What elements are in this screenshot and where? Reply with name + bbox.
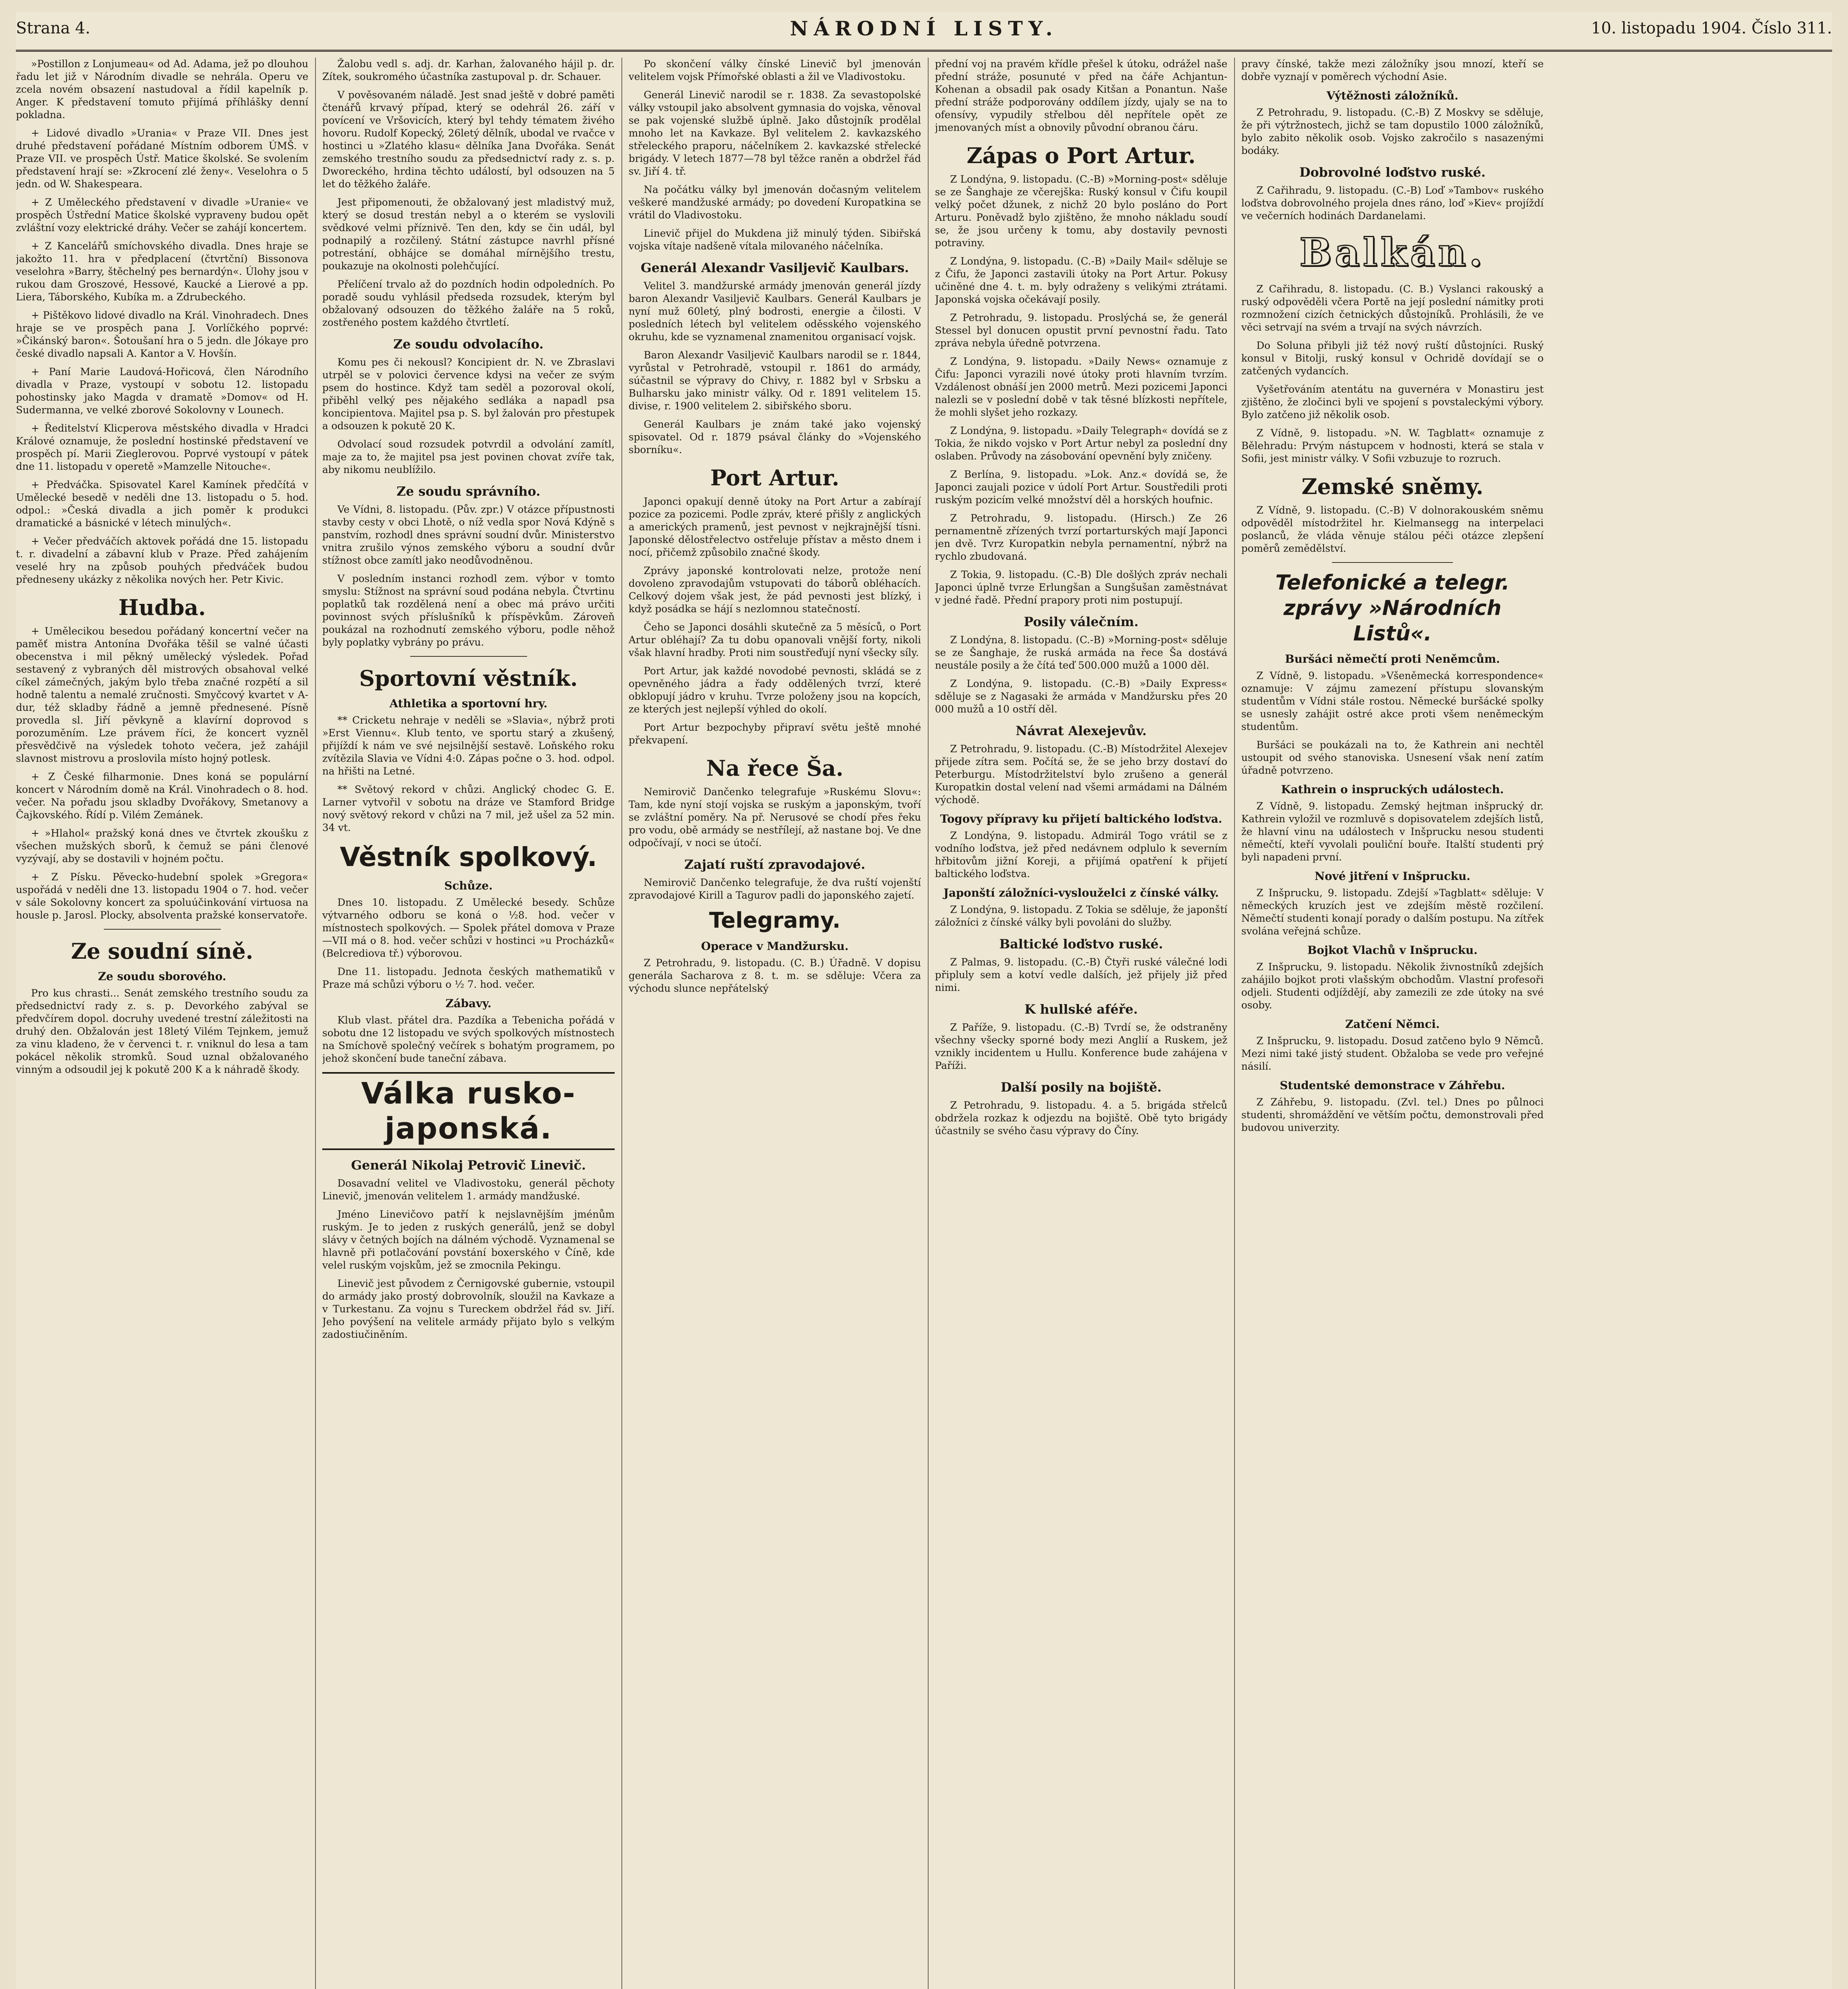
article-heading: Bojkot Vlachů v Inšprucku. — [1307, 944, 1478, 957]
article-heading: Kathrein o inspruckých událostech. — [1281, 783, 1504, 796]
article-text: Z Londýna, 9. listopadu. (C.-B) »Daily Express« sděluje se z Nagasaki že armáda v Mandžursku přes 20 000 mužů a 10 ostří děl. — [935, 678, 1227, 715]
article-text: Nemirovič Dančenko telegrafuje »Ruskému Slovu«: Tam, kde nyní stojí vojska se ruským a japonským, tvoří se zvláštní poměry. Na př. Nerusové se chodí přes řeku pro vodu, obě armády se nestřílejí, až nastane boj. Ve dne odpočívají, v noci se útočí. — [629, 786, 921, 849]
section-heading: Zemské sněmy. — [1301, 474, 1484, 499]
subheading: Athletika a sportovní hry. — [389, 697, 548, 710]
article-heading: Togovy přípravy ku přijetí baltického loďstva. — [940, 812, 1223, 825]
article-text: Do Soluna přibyli již též nový ruští důstojníci. Ruský konsul v Bitolji, ruský konsul v Ochridě dovídají se o zatčených vydancích. — [1241, 340, 1544, 377]
article-heading: Buršáci němečtí proti Neněmcům. — [1285, 652, 1500, 666]
article-text: Klub vlast. přátel dra. Pazdíka a Tebenicha pořádá v sobotu dne 12 listopadu ve svých spolkových místnostech na Smíchově společný večírek s bohatým programem, po jehož skončení bude taneční zábava. — [322, 1014, 615, 1064]
article-text: Z Londýna, 9. listopadu. (C.-B) »Morning-post« sděluje se ze Šanghaje ze včerejška: Ruský konsul v Čifu koupil velký počet džunek, z nichž 20 bylo posláno do Port Arturu. Poněvadž bylo zjištěno, že mnoho nákladu soudí se, že jsou určeny k tomu, aby dostavily pevnosti potraviny. — [935, 173, 1227, 249]
article-text: Po skončení války čínské Linevič byl jmenován velitelem vojsk Přímořské oblasti a žil ve Vladivostoku. — [629, 58, 921, 82]
article-text: Z Londýna, 9. listopadu. »Daily Telegraph« dovídá se z Tokia, že nikdo vojsko v Port Artur nebyl za poslední dny oslaben. Průvody na zásobování opevnění byly zničeny. — [935, 425, 1227, 462]
article-text: + Z Uměleckého představení v divadle »Uranie« ve prospěch Ústřední Matice školské vypraveny budou opět zvláštní vozy elektrické dráhy. Večer se zahájí koncertem. — [16, 197, 308, 234]
article-text: Z Petrohradu, 9. listopadu. Proslýchá se, že generál Stessel byl donucen opustit první pevnostní řadu. Tato zpráva nebyla úředně potvrzena. — [935, 312, 1227, 349]
article-text: Z Vídně, 9. listopadu. (C.-B) V dolnorakouském sněmu odpověděl místodržitel hr. Kielmansegg na interpelaci poslanců, že vláda věnuje stálou péči otázce zlepšení poměrů zemědělství. — [1241, 504, 1544, 554]
article-text: Z Londýna, 9. listopadu. Z Tokia se sděluje, že japonští záložníci z čínské války byli povoláni do služby. — [935, 904, 1227, 928]
article-text: Baron Alexandr Vasiljevič Kaulbars narodil se r. 1844, vyrůstal v Petrohradě, vstoupil r. 1861 do armády, súčastnil se výpravy do Chivy, r. 1882 byl v Srbsku a Bulharsku jako ministr války. Od r. 1891 velitelem 15. divise, r. 1900 velitelem 2. sibiřského sboru. — [629, 349, 921, 412]
article-text: Z Londýna, 8. listopadu. (C.-B) »Morning-post« sděluje se ze Šanghaje, že ruská armáda na řece Ša dostává neustále posily a že čítá teď 500.000 mužů a 1000 děl. — [935, 634, 1227, 671]
article-text: Z Inšprucku, 9. listopadu. Zdejší »Tagblatt« sděluje: V německých kruzích jest ve zdejším městě rozčilení. Němečtí studenti konají porady o dalším postupu. Na zítřek svolána veřejná schůze. — [1241, 887, 1544, 937]
divider — [1332, 562, 1453, 563]
column-4 — [935, 58, 1227, 1989]
article-text: Generál Linevič narodil se r. 1838. Za sevastopolské války vstoupil jako absolvent gymnasia do vojska, věnoval se pak vojenské službě úplně. Jako důstojník prodělal mnoho let na Kavkaze. Byl velitelem 2. kavkazského střeleckého praporu, náčelníkem 2. kavkazské střelecké brigády. V letech 1877—78 byl těžce raněn a obdržel řád sv. Jiří 4. tř. — [629, 89, 921, 177]
article-text: Linevič přijel do Mukdena již minulý týden. Sibiřská vojska vítaje nadšeně vítala milovaného náčelníka. — [629, 228, 921, 252]
article-text: Z Londýna, 9. listopadu. Admirál Togo vrátil se z vodního loďstva, jež před nedávnem odplulo k severním hřbitovům jižní Koreji, a přijímá opatření k přijetí baltického loďstva. — [935, 830, 1227, 880]
article-text: Ve Vídni, 8. listopadu. (Pův. zpr.) V otázce přípustnosti stavby cesty v obci Lhotě, o níž vedla spor Nová Kdýně s panstvím, rozhodl dnes správní soudní dvůr. Ministerstvo vnitra zrušilo výnos zemského výboru a soudní dvůr stížnost obce zamítl jako neodůvodněnou. — [322, 504, 615, 566]
article-text: Z Berlína, 9. listopadu. »Lok. Anz.« dovídá se, že Japonci zaujali pozice v údolí Port Artur. Soustředili proti ruským pozicím velké množství děl a horských houfnic. — [935, 469, 1227, 506]
article-text: ** Cricketu nehraje v neděli se »Slavia«, nýbrž proti »Erst Viennu«. Klub tento, ve sportu starý a zkušený, přijíždí k nám ve své nejsilnější sestavě. Loňského roku zvítězila Slavia ve Vídni 4:0. Zápas počne o 3. hod. odpol. na hřišti na Letné. — [322, 714, 615, 777]
article-heading: Generál Alexandr Vasiljevič Kaulbars. — [641, 260, 909, 275]
article-text: Z Petrohradu, 9. listopadu. 4. a 5. brigáda střelců obdržela rozkaz k odjezdu na bojiště. Obě tyto brigády účastnily se svého času výpravy do Číny. — [935, 1100, 1227, 1137]
article-text: Z Tokia, 9. listopadu. (C.-B) Dle došlých zpráv nechali Japonci úplně tvrze Erlungšan a Sungšušan zaměstnávat v jedné řadě. Přední prapory proti nim postupují. — [935, 569, 1227, 606]
section-heading-war: Válka rusko-japonská. — [322, 1072, 615, 1150]
section-heading-telefonicke: Telefonické a telegr. zprávy »Národních Listů«. — [1275, 571, 1510, 646]
article-text: Jméno Linevičovo patří k nejslavnějším jménům ruským. Je to jeden z ruských generálů, jenž se dobyl slávy v četných bojích na dálném východě. Vyznamenal se hlavně při potlačování povstání boxerského v Číně, kde velel ruským vojskům, jež se zmocnila Pekingu. — [322, 1209, 615, 1271]
article-heading: Posily válečním. — [1024, 614, 1139, 629]
article-text: Nemirovič Dančenko telegrafuje, že dva ruští vojenští zpravodajové Kirill a Tagurov padli do japonského zajetí. — [629, 877, 921, 901]
article-text: + Umělecikou besedou pořádaný koncertní večer na paměť mistra Antonína Dvořáka těšil se valné účasti obecenstva i mil pěkný umělecký výsledek. Pořad sestavený z vybraných děl mistrových obsahoval velké cíkel zámečných, jakým bylo třeba značné rozpětí a sil hodně talentu a nemalé zručnosti. Smyčcový kvartet v A-dur, též skladby řádně a jemně přednesené. Písně provedla sl. Jiří pěvkyně a klavírní doprovod s porozuměním. Lze právem říci, že koncert vyzněl přesvědčivě na výsledek tohoto večera, jež zahájil slavnost mistrovu a proslovila místo hojný potlesk. — [16, 625, 308, 764]
section-heading: Ze soudu správního. — [396, 484, 541, 499]
article-text: Dnes 10. listopadu. Z Umělecké besedy. Schůze výtvarného odboru se koná o ½8. hod. večer v místnostech spolkových. — Spolek přátel domova v Praze—VII má o 8. hod. večer schůzi v hostinci »u Procházků« (Belcrediova tř.) výborovou. — [322, 897, 615, 959]
article-text: Dosavadní velitel ve Vladivostoku, generál pěchoty Linevič, jmenován velitelem 1. armády mandžuské. — [322, 1177, 615, 1202]
article-text: Na počátku války byl jmenován dočasným velitelem veškeré mandžuské armády; po dovedení Kuropatkina se vrátil do Vladivostoku. — [629, 184, 921, 221]
article-text: Z Petrohradu, 9. listopadu. (C. B.) Úřadně. V dopisu generála Sacharova z 8. t. m. se sděluje: Včera za východu slunce nepřátelský — [629, 957, 921, 994]
subheading: Operace v Mandžursku. — [701, 940, 849, 953]
article-heading: Dobrovolné loďstvo ruské. — [1299, 165, 1486, 180]
article-heading: Výtěžnosti záložníků. — [1326, 89, 1459, 102]
column-rule — [315, 58, 316, 1989]
article-text: + Z Písku. Pěvecko-hudební spolek »Gregora« uspořádá v neděli dne 13. listopadu 1904 o 7. hod. večer v sále Sokolovny koncert za spoluúčinkování virtuosa na housle p. Jarosl. Plocky, absolventa pražské konservatoře. — [16, 871, 308, 921]
article-text: Generál Kaulbars je znám také jako vojenský spisovatel. Od r. 1879 psával články do »Vojenského sborníku«. — [629, 418, 921, 455]
article-heading: Další posily na bojiště. — [1001, 1080, 1162, 1095]
article-text: Z Vídně, 9. listopadu. »N. W. Tagblatt« oznamuje z Bělehradu: Prvým nástupcem v hodnosti, která se stala v Sofii, jest ministr války. V Sofii vzbuzuje to rozruch. — [1241, 427, 1544, 464]
section-heading: Zápas o Port Artur. — [966, 143, 1196, 168]
section-heading-sport: Sportovní věstník. — [359, 666, 578, 691]
article-text: Z Inšprucku, 9. listopadu. Několik živnostníků zdejších zahájilo bojkot proti vlašským obchodům. Vlastní profesoři odjeli. Studenti odjíždějí, aby zamezili ze zde útoky na své osoby. — [1241, 961, 1544, 1011]
article-text: Linevič jest původem z Černigovské gubernie, vstoupil do armády jako prostý dobrovolník, sloužil na Kavkaze a v Turkestanu. Za vojnu s Tureckem obdržel řád sv. Jiří. Jeho povýšení na velitele armády přijato bylo s velkým zadostiučiněním. — [322, 1278, 615, 1340]
article-text: Jest připomenouti, že obžalovaný jest mladistvý muž, který se dosud trestán nebyl a o kterém se vyslovili svědkové velmi příznivě. Ten den, kdy se čin udál, byl podnapilý a rozčilený. Státní zástupce navrhl přísné potrestání, obhájce se domáhal mírnějšího trestu, poukazuje na okolnosti polehčující. — [322, 197, 615, 272]
article-text: + Paní Marie Laudová-Hořicová, člen Národního divadla v Praze, vystoupí v sobotu 12. listopadu pohostinsky jako Magda v dramatě »Domov« od H. Sudermanna, ve velké zborové Sokolovny v Lounech. — [16, 366, 308, 416]
article-text: + Z Kancelářů smíchovského divadla. Dnes hraje se jakožto 11. hra v předplacení (čtvrtční) Bissonova veselohra »Barry, štěchelný pes bernardýn«. Úlohy jsou v rukou dam Groszové, Hessové, Kaucké a Lierové a pp. Liera, Táborského, Kubíka m. a Zdrubeckého. — [16, 240, 308, 303]
article-text: Z Petrohradu, 9. listopadu. (C.-B) Místodržitel Alexejev přijede zítra sem. Počítá se, že se jeho brzy dostaví do Peterburgu. Místodržitelství bylo zrušeno a generál Kuropatkin dostal velení nad všemi armádami na Dálném východě. — [935, 743, 1227, 806]
column-rule — [621, 58, 622, 1989]
article-heading: Zatčení Němci. — [1345, 1018, 1440, 1031]
article-text: Zprávy japonské kontrolovati nelze, protože není dovoleno zpravodajům vstupovati do táborů obléhacích. Celkový dojem však jest, že pád pevnosti jest blízký, i když posádka se hájí s nezlomnou statečností. — [629, 565, 921, 615]
section-heading-hudba: Hudba. — [118, 595, 206, 620]
article-text: Dne 11. listopadu. Jednota českých mathematiků v Praze má schůzi výboru o ½ 7. hod. večer. — [322, 966, 615, 990]
article-text: Čeho se Japonci dosáhli skutečně za 5 měsíců, o Port Artur obléhají? Za tu dobu opanovali vnější forty, nikoli však hlavní hradby. Proti nim soustřeďují nyní všecky síly. — [629, 621, 921, 658]
article-text: Pro kus chrasti... Senát zemského trestního soudu za předsednictví rady z. s. p. Devorkého zabýval se předvčírem dopol. docruhy uvedené trestní záležitosti na druhý den. Obžalován jest 18letý Vilém Tejnkem, jemuž za vinu kladeno, že v červenci t. r. vniknul do lesa a tam pokácel několik stromků. Soud uznal obžalovaného vinným a odsoudil jej k pokutě 200 K a k náhradě škody. — [16, 987, 308, 1075]
article-text: ** Světový rekord v chůzi. Anglický chodec G. E. Larner vytvořil v sobotu na dráze ve Stamford Bridge nový světový rekord v chůzi na 7 mil, jež ušel za 52 min. 34 vt. — [322, 784, 615, 833]
column-rule — [928, 58, 929, 1989]
article-text: + Pištěkovo lidové divadlo na Král. Vinohradech. Dnes hraje se ve prospěch pana J. Vorlíčkého poprvé: »Čikánský baron«. Šotoušaní hra o 5 jedn. dle Jókaye pro české divadlo napsali A. Kantor a V. Hovšín. — [16, 309, 308, 359]
article-text: Vyšetřováním atentátu na guvernéra v Monastiru jest zjištěno, že zločinci byli ve spojení s povstaleckými výbory. Bylo zatčeno již několik osob. — [1241, 383, 1544, 420]
article-text: V pověsovaném náladě. Jest snad ještě v dobré paměti čtenářů krvavý případ, který se odehrál 26. září v povícení ve Vršovicích, který byl tehdy tématem živého hovoru. Rudolf Kopecký, 26letý dělník, ubodal ve rvačce v hostinci u »Zlatého klasu« dělníka Jana Dvořáka. Senát zemského trestního soudu za předsednictví rady z. s. p. Dworeckého, hrdina těchto událostí, byl odsouzen na 5 let do těžkého žaláře. — [322, 89, 615, 190]
article-text: pravy čínské, takže mezi záložníky jsou mnozí, kteří se dobře vyznají v poměrech východní Asie. — [1241, 58, 1544, 82]
article-text: Japonci opakují denně útoky na Port Artur a zabírají pozice za pozicemi. Podle zpráv, které přišly z anglických a amerických pramenů, jest pevnost v nejkrajnější tísni. Japonské dělostřelectvo ostřeluje přístav a město dnem i nocí, přičemž způsobilo značné škody. — [629, 496, 921, 558]
article-heading: Zajatí ruští zpravodajové. — [684, 857, 865, 872]
column-2 — [322, 58, 615, 1989]
article-text: + Večer předváčích aktovek pořádá dne 15. listopadu t. r. divadelní a zábavní klub v Praze. Před zahájením veselé hry na způsob pouhých předváček budou předneseny ukázky z několika nových her. Petr Kivic. — [16, 535, 308, 585]
article-text: Přelíčení trvalo až do pozdních hodin odpoledních. Po poradě soudu vyhlásil předseda rozsudek, kterým byl obžalovaný odsouzen do těžkého žaláře na 5 roků, zostřeného postem každého čtvrtletí. — [322, 278, 615, 328]
article-text: Z Londýna, 9. listopadu. (C.-B) »Daily Mail« sděluje se z Čifu, že Japonci zastavili útoky na Port Artur. Pokusy učiněné dne 4. t. m. byly odraženy s velikými ztrátami. Japonská vojska očekávají posily. — [935, 255, 1227, 305]
article-text: + »Hlahol« pražský koná dnes ve čtvrtek zkoušku z všechen mužských sborů, k čemuž se páni členové vyzývají, aby se dostavili v hojném počtu. — [16, 827, 308, 864]
divider — [104, 929, 221, 930]
article-text: Z Záhřebu, 9. listopadu. (Zvl. tel.) Dnes po půlnoci studenti, shromáždění ve větším počtu, demonstrovali před budovou univerzity. — [1241, 1096, 1544, 1133]
article-heading: Generál Nikolaj Petrovič Linevič. — [351, 1158, 586, 1173]
columns — [16, 58, 1832, 1989]
article-text: Z Londýna, 9. listopadu. »Daily News« oznamuje z Čifu: Japonci vyrazili nové útoky proti hlavním tvrzím. Vzdálenost obnáší jen 2000 metrů. Mezi pozicemi Japonci nalezli se v poslední době v tak těsné blízkosti nepřítele, že mohli slyšet jeho rozkazy. — [935, 356, 1227, 418]
article-text: + Z České filharmonie. Dnes koná se populární koncert v Národním domě na Král. Vinohradech o 8. hod. večer. Na pořadu jsou skladby Dvořákovy, Smetanovy a Čajkovského. Řídí p. Vilém Zemánek. — [16, 771, 308, 821]
article-text: Z Petrohradu, 9. listopadu. (C.-B) Z Moskvy se sděluje, že při výtržnostech, jichž se tam dopustilo 1000 záložníků, bylo zabito několik osob. Vojsko zakročilo s nasazenými bodáky. — [1241, 107, 1544, 156]
article-text: Z Vídně, 9. listopadu. »Všeněmecká korrespondence« oznamuje: V zájmu zamezení přístupu slovanským studentům v Vídni stále rostou. Německé buršácké spolky se usnesly zahájit ostré akce proti všem neněmeckým studentům. — [1241, 670, 1544, 732]
article-text: Z Inšprucku, 9. listopadu. Dosud zatčeno bylo 9 Němců. Mezi nimi také jistý student. Obžaloba se vede pro veřejné násilí. — [1241, 1035, 1544, 1072]
divider — [410, 656, 527, 657]
article-text: Z Palmas, 9. listopadu. (C.-B) Čtyři ruské válečné lodi připluly sem a kotví vedle dalších, jež přijely již před nimi. — [935, 956, 1227, 993]
article-text: Z Vídně, 9. listopadu. Zemský hejtman inšprucký dr. Kathrein vyložil ve rozmluvě s dopisovatelem zdejších listů, že hlavní vinu na událostech v Inšprucku nesou studenti němečtí, kteří vyvolali pouliční bouře. Italští studenti prý byli napadeni první. — [1241, 800, 1544, 863]
column-3 — [629, 58, 921, 1989]
section-heading-vestnik: Věstník spolkový. — [340, 842, 597, 872]
column-5 — [1241, 58, 1544, 1989]
article-heading: K hullské aféře. — [1024, 1002, 1138, 1017]
article-text: Buršáci se poukázali na to, že Kathrein ani nechtěl ustoupit od svého stanoviska. Usnesení však není zatím úřadně potvrzeno. — [1241, 739, 1544, 776]
article-text: Komu pes či nekousl? Koncipient dr. N. ve Zbraslavi utrpěl se v polovici července kdysi na večer ze svým psem do hostince. Když tam seděl a pozoroval okolí, přiběhl velký pes nějakého sedláka a napadl psa koncipientova. Majitel psa p. S. byl žalován pro přestupek a odsouzen k pokutě 20 K. — [322, 356, 615, 432]
column-rule — [1234, 58, 1235, 1989]
article-text: Velitel 3. mandžurské armády jmenován generál jízdy baron Alexandr Vasiljevič Kaulbars. Generál Kaulbars je nyní muž 60letý, plný bodrosti, energie a čilosti. V posledních létech byl velitelem oděsského vojenského okruhu, kde se vyznamenal znamenitou organisací vojsk. — [629, 280, 921, 343]
subheading: Schůze. — [444, 879, 493, 892]
article-text: V posledním instanci rozhodl zem. výbor v tomto smyslu: Stížnost na správní soud podána nebyla. Čtvrtinu poplatků tak rozdělená není a obec má právo určiti povinnost svých příslušníků k příspěvkům. Zároveň poukázal na rozhodnutí zemského výboru, podle něhož byly poplatky vybrány po právu. — [322, 573, 615, 648]
article-heading: Studentské demonstrace v Záhřebu. — [1279, 1079, 1505, 1092]
article-heading: Japonští záložníci-vyslouželci z čínské války. — [943, 886, 1219, 899]
section-heading-soud: Ze soudní síně. — [71, 938, 253, 964]
issue-date: 10. listopadu 1904. Číslo 311. — [1591, 19, 1832, 37]
article-text: Žalobu vedl s. adj. dr. Karhan, žalovaného hájil p. dr. Zítek, soukromého účastníka zastupoval p. dr. Schauer. — [322, 58, 615, 82]
article-text: + Ředitelství Klicperova městského divadla v Hradci Králové oznamuje, že poslední hostinské představení ve prospěch pí. Marii Zieglerovou. Poprvé vystoupí v pátek dne 11. listopadu v operetě »Mamzelle Nitouche«. — [16, 422, 308, 472]
article-heading: Baltické loďstvo ruské. — [999, 936, 1163, 952]
article-text: Z Cařihradu, 8. listopadu. (C. B.) Vyslanci rakouský a ruský odpověděli včera Portě na její poslední námitky proti rozmnožení cizích četnických důstojníků. Prohlásili, že ve věci setrvají na svém a trvají na svých návrzích. — [1241, 283, 1544, 333]
section-heading: Na řece Ša. — [706, 755, 843, 781]
newspaper-page — [16, 12, 1832, 1989]
section-heading-balkan: Balkán. — [1299, 230, 1486, 275]
article-text: Z Paříže, 9. listopadu. (C.-B) Tvrdí se, že odstraněny všechny všecky sporné body mezi Anglií a Ruskem, jež vznikly incidentem u Hullu. Konference bude zahájena v Paříži. — [935, 1022, 1227, 1071]
article-text: přední voj na pravém křídle přešel k útoku, odrážel naše přední stráže, posunuté v před na čáře Achjantun-Kohenan a obsadil pak osady Kitšan a Ponantun. Naše přední stráže podporovány oddílem jízdy, ujaly se na to ofensívy, vypudily střelbou děl nepřítele opět ze jmenovaných míst a obnovily původní obranou čáru. — [935, 58, 1227, 133]
section-heading: Port Artur. — [710, 465, 839, 490]
article-text: + Lidové divadlo »Urania« v Praze VII. Dnes jest druhé představení pořádané Místním odborem ÚMŠ. v Praze VII. ve prospěch Ústř. Matice školské. Se svolením představení hrají se: »Zkrocení zlé ženy«. Veselohra o 5 jedn. od W. Shakespeara. — [16, 127, 308, 190]
article-text: Port Artur bezpochyby připraví světu ještě mnohé překvapení. — [629, 722, 921, 746]
masthead — [16, 12, 1832, 52]
article-heading: Nové jitření v Inšprucku. — [1314, 870, 1470, 883]
newspaper-title: NÁRODNÍ LISTY. — [790, 17, 1058, 40]
article-text: Z Petrohradu, 9. listopadu. (Hirsch.) Ze 26 pernamentně zřízených tvrzí portarturských mají Japonci jen dvě. Tvrz Kuropatkin nebyla pernamentní, nýbrž na rychlo zbudovaná. — [935, 512, 1227, 562]
subheading: Ze soudu sborového. — [98, 970, 226, 983]
article-text: »Postillon z Lonjumeau« od Ad. Adama, jež po dlouhou řadu let již v Národním divadle se nehrála. Operu ve zcela novém obsazení nastudoval a řídil kapelník p. Anger. K představení tomuto přijímá příhlášky denní pokladna. — [16, 58, 308, 121]
article-text: + Předváčka. Spisovatel Karel Kamínek předčítá v Umělecké besedě v neděli dne 13. listopadu o 5. hod. odpol.: »Česká divadla a jich poměr k produkci dramatické a básnické v létech minulých«. — [16, 479, 308, 529]
article-text: Z Cařihradu, 9. listopadu. (C.-B) Loď »Tambov« ruského loďstva dobrovolného projela dnes ráno, loď »Kiev« projíždí ve večerních hodinách Dardanelami. — [1241, 185, 1544, 222]
column-1 — [16, 58, 308, 1989]
article-text: Port Artur, jak každé novodobé pevnosti, skládá se z opevněného jádra a řady oddělených tvrzí, které obklopují jádro v kruhu. Tvrze položeny jsou na kopcích, ze kterých jest nejlepší výhled do okolí. — [629, 665, 921, 715]
subheading: Zábavy. — [445, 997, 492, 1010]
article-heading: Návrat Alexejevův. — [1015, 723, 1147, 738]
page-number: Strana 4. — [16, 19, 90, 37]
section-heading: Ze soudu odvolacího. — [393, 337, 544, 352]
section-heading-telegramy: Telegramy. — [709, 908, 841, 933]
article-text: Odvolací soud rozsudek potvrdil a odvolání zamítl, maje za to, že majitel psa jest povinen chovat zvíře tak, aby nikomu neublížilo. — [322, 438, 615, 475]
